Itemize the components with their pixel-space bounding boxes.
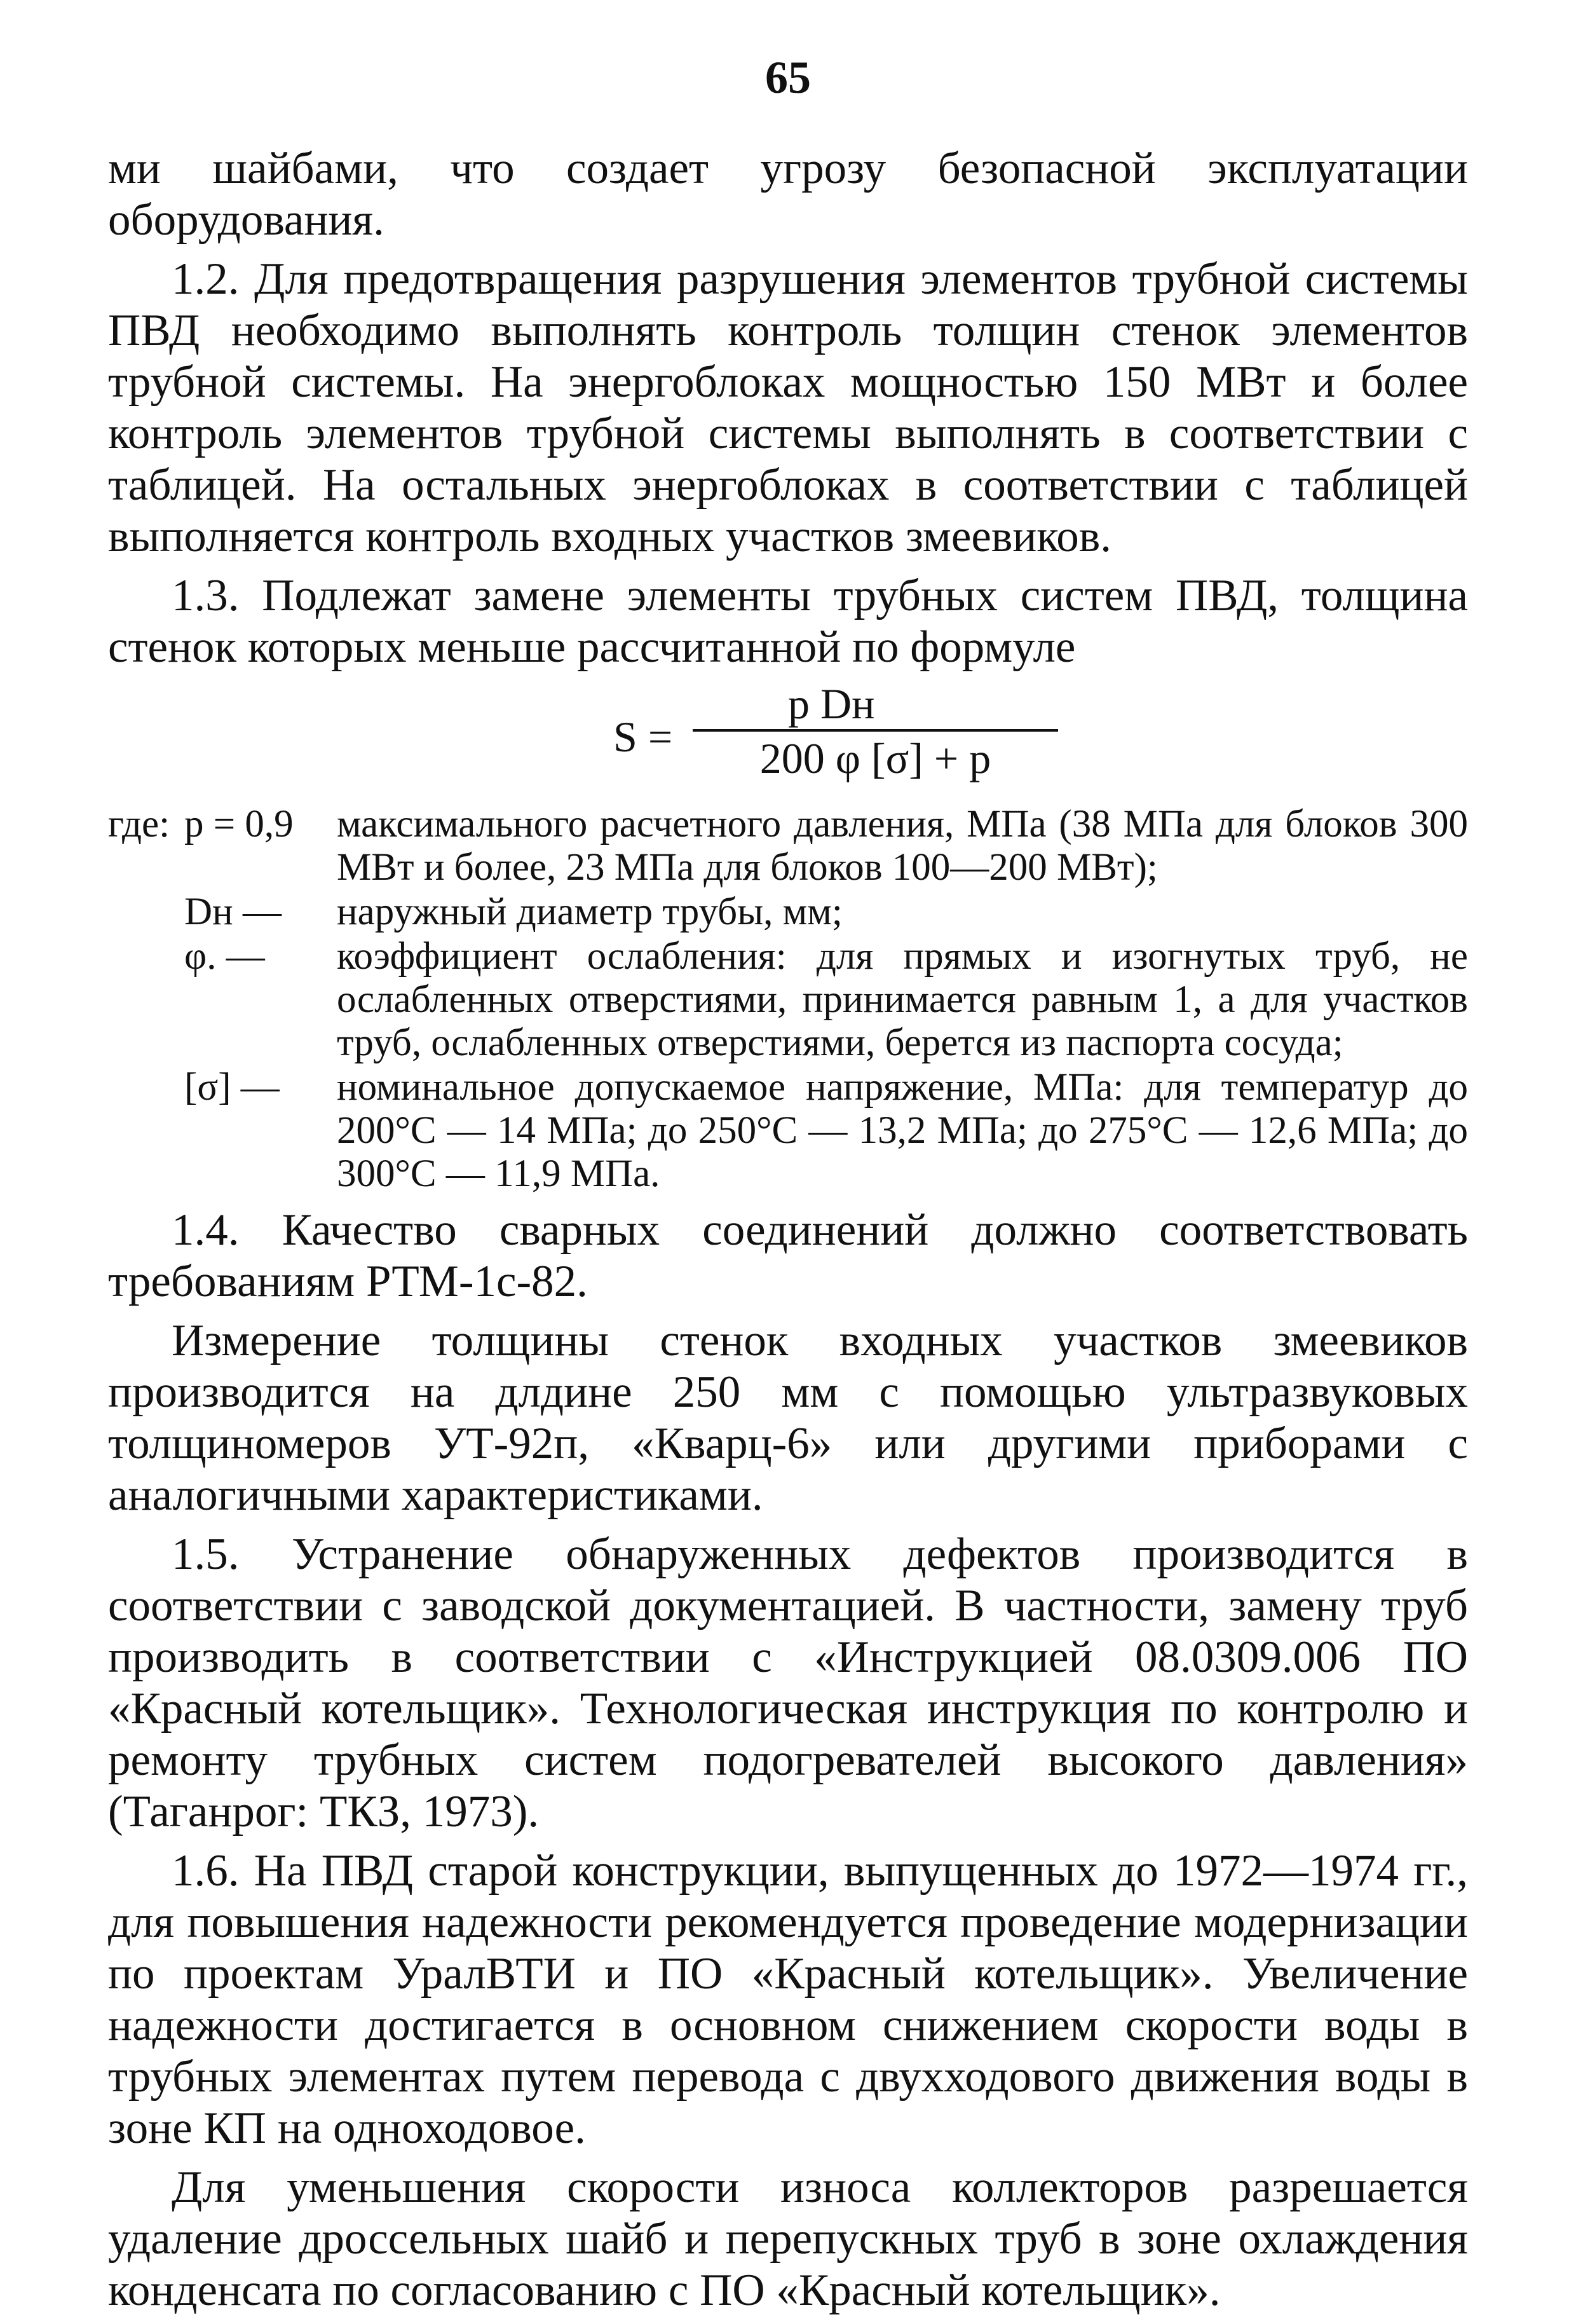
legend-lead: где: bbox=[108, 803, 170, 845]
legend-row bbox=[108, 1066, 1468, 1196]
formula-lhs: S = bbox=[613, 713, 673, 761]
paragraph-1-5: 1.5. Устранение обнаруженных дефектов производится в соответствии с заводской документацией. В частности, замену труб производить в соответствии с «Инструкцией 08.0309.006 ПО «Красный котельщик». Технологическая инструкция по контролю и ремонту трубных систем подогревателей высокого давления» (Таганрог: ТКЗ, 1973). bbox=[108, 1529, 1468, 1836]
legend-symbol: p = 0,9 bbox=[184, 803, 294, 845]
page-number: 65 bbox=[765, 52, 811, 103]
paragraph-1-2: 1.2. Для предотвращения разрушения элементов трубной системы ПВД необходимо выполнять контроль толщин стенок элементов трубной системы. На энергоблоках мощностью 150 МВт и более контроль элементов трубной системы выполнять в соответствии с таблицей. На остальных энергоблоках в соответствии с таблицей выполняется контроль входных участков змеевиков. bbox=[108, 254, 1468, 561]
formula-denominator: 200 φ [σ] + p bbox=[759, 734, 991, 783]
legend-text: максимального расчетного давления, МПа (38 МПа для блоков 300 МВт и более, 23 МПа для блоков 100—200 МВт); bbox=[337, 803, 1468, 889]
legend-row bbox=[108, 803, 1468, 889]
legend-symbol: φ. — bbox=[184, 935, 265, 978]
paragraph-measurement: Измерение толщины стенок входных участков змеевиков производится на длдине 250 мм с помощью ультразвуковых толщиномеров УТ-92п, «Кварц-6» или другими приборами с аналогичными характеристиками. bbox=[108, 1316, 1468, 1520]
legend-symbol: Dн — bbox=[184, 891, 282, 933]
paragraph-1-6: 1.6. На ПВД старой конструкции, выпущенных до 1972—1974 гг., для повышения надежности рекомендуется проведение модернизации по проектам УралВТИ и ПО «Красный котельщик». Увеличение надежности достигается в основном снижением скорости воды в трубных элементах путем перевода с двухходового движения воды в зоне КП на одноходовое. bbox=[108, 1846, 1468, 2153]
thickness-formula bbox=[108, 681, 1468, 789]
legend-text: номинальное допускаемое напряжение, МПа: для температур до 200°С — 14 МПа; до 250°С — 13,2 МПа; до 275°С — 12,6 МПа; до 300°С — 11,9 МПа. bbox=[337, 1066, 1468, 1195]
legend-text: коэффициент ослабления: для прямых и изогнутых труб, не ослабленных отверстиями, принимается равным 1, а для участков труб, ослабленных отверстиями, берется из паспорта сосуда; bbox=[337, 935, 1468, 1064]
page-content bbox=[108, 143, 1468, 2324]
legend-symbol: [σ] — bbox=[184, 1066, 280, 1109]
legend-row bbox=[108, 891, 1468, 934]
paragraph-1-3: 1.3. Подлежат замене элементы трубных систем ПВД, толщина стенок которых меньше рассчитанной по формуле bbox=[108, 571, 1468, 672]
legend-text: наружный диаметр трубы, мм; bbox=[337, 891, 843, 933]
formula-numerator: p Dн bbox=[788, 680, 875, 728]
paragraph-collectors: Для уменьшения скорости износа коллекторов разрешается удаление дроссельных шайб и перепускных труб в зоне охлаждения конденсата по согласованию с ПО «Красный котельщик». bbox=[108, 2163, 1468, 2315]
paragraph-1-4: 1.4. Качество сварных соединений должно соответствовать требованиям РТМ-1с-82. bbox=[108, 1205, 1468, 1306]
legend-row bbox=[108, 935, 1468, 1065]
formula-fraction bbox=[693, 681, 1058, 781]
paragraph-continuation: ми шайбами, что создает угрозу безопасной эксплуатации оборудования. bbox=[108, 144, 1468, 245]
formula-legend bbox=[108, 803, 1468, 1196]
fraction-bar bbox=[693, 729, 1058, 732]
